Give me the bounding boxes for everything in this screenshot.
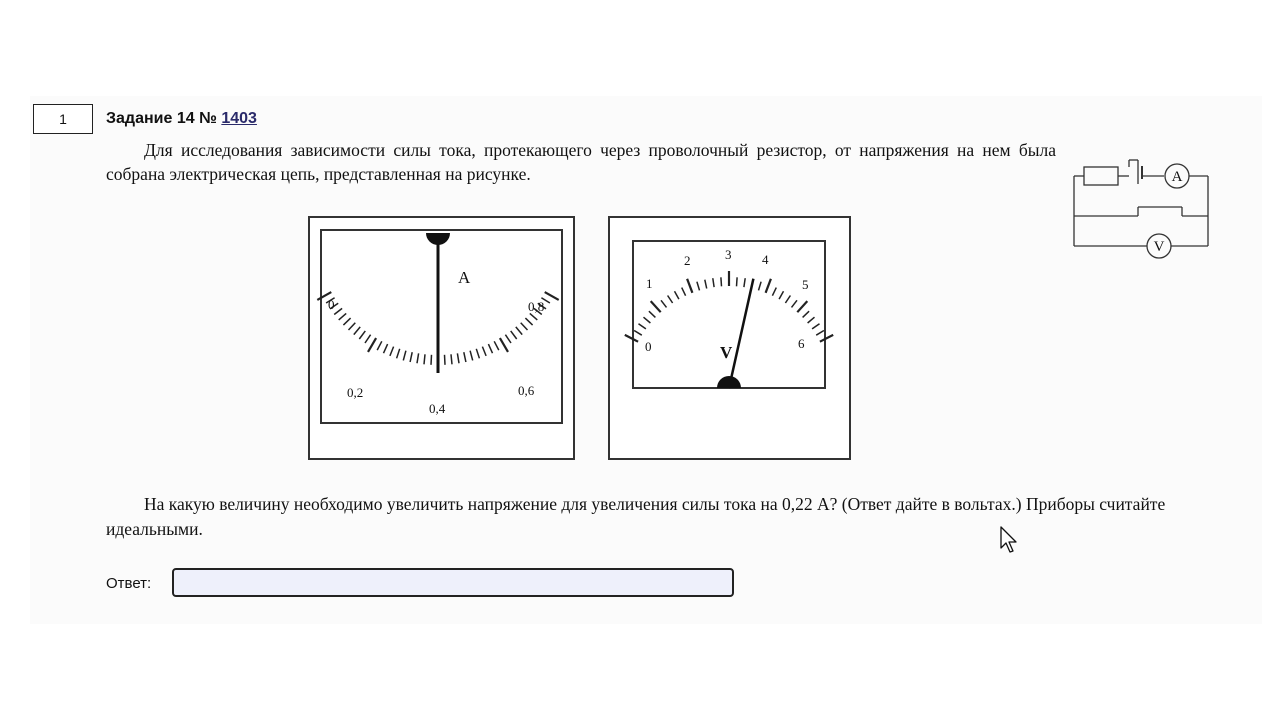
ammeter-label-04: 0,4 (429, 401, 446, 416)
voltmeter-figure (608, 216, 852, 462)
ammeter-minor-tick (424, 354, 425, 364)
answer-label: Ответ: (106, 575, 152, 592)
ammeter-unit-label: A (458, 268, 471, 287)
mouse-cursor-icon (1000, 526, 1020, 554)
resistor-symbol (1084, 167, 1118, 185)
circuit-ammeter-label: A (1171, 169, 1183, 185)
ammeter-minor-tick (431, 355, 432, 365)
task-number: 1 (59, 111, 67, 127)
ammeter-label-02: 0,2 (347, 385, 364, 400)
ammeter-label-08: 0,8 (528, 299, 545, 314)
task-link[interactable]: 1403 (221, 110, 257, 127)
voltmeter-label-5: 5 (802, 277, 809, 292)
voltmeter-minor-tick (721, 277, 722, 286)
task-title (106, 110, 257, 128)
task-number-box (33, 104, 93, 134)
ammeter-minor-tick (445, 355, 446, 365)
voltmeter-label-0: 0 (645, 339, 652, 354)
task-title-prefix: Задание 14 № (106, 110, 222, 127)
voltmeter-unit-label: V (720, 343, 733, 362)
circuit-diagram (1066, 152, 1218, 264)
ammeter-figure (308, 216, 576, 462)
voltmeter-minor-tick (737, 277, 738, 286)
voltmeter-label-6: 6 (798, 336, 805, 351)
ammeter-label-0: 0 (328, 297, 335, 312)
voltmeter-label-3: 3 (725, 247, 732, 262)
voltmeter-dial (633, 241, 825, 388)
voltmeter-label-2: 2 (684, 253, 691, 268)
task-paragraph-2: На какую величину необходимо увеличить напряжение для увеличения силы тока на 0,22 А? (Ответ дайте в вольтах.) Приборы считайте идеальными. (106, 494, 1166, 539)
voltmeter-label-4: 4 (762, 252, 769, 267)
ammeter-label-06: 0,6 (518, 383, 535, 398)
voltmeter-label-1: 1 (646, 276, 653, 291)
task-paragraph-1: Для исследования зависимости силы тока, протекающего через проволочный резистор, от напряжения на нем была собрана электрическая цепь, представленная на рисунке. (106, 140, 1056, 184)
ammeter-minor-tick (451, 354, 452, 364)
circuit-voltmeter-label: V (1153, 239, 1165, 255)
answer-input[interactable] (172, 568, 734, 597)
